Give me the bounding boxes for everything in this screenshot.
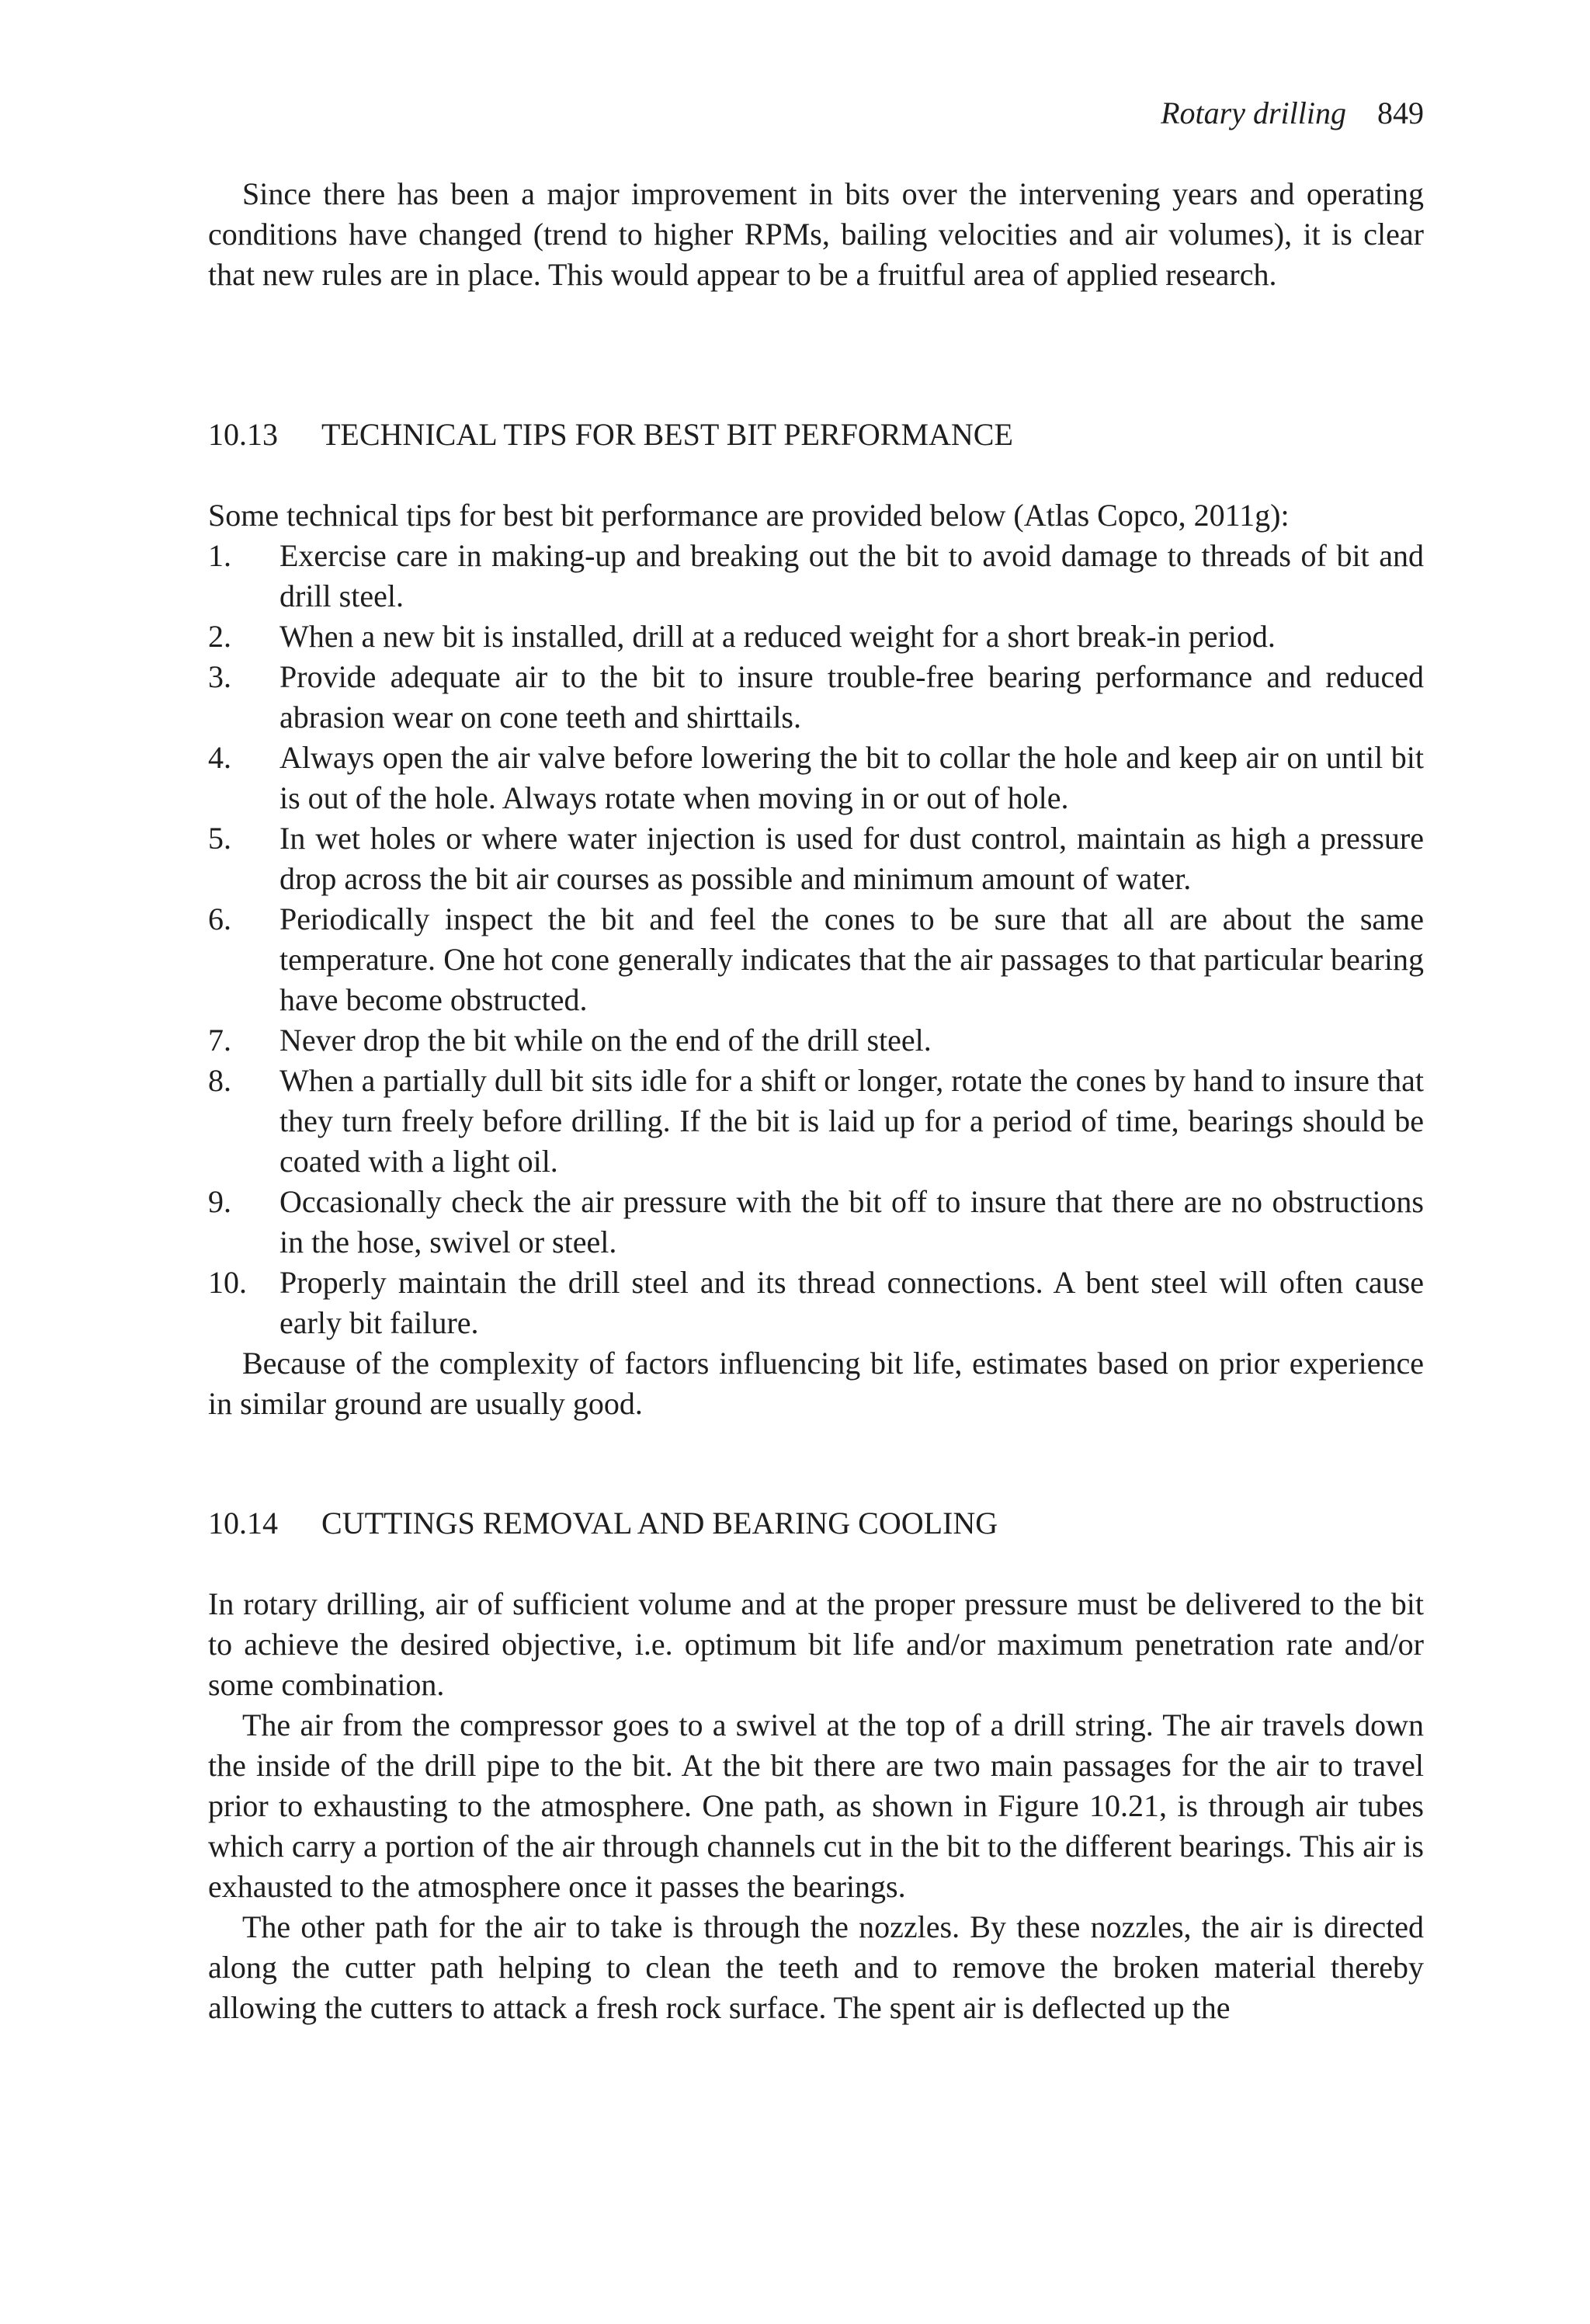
list-item-text: When a new bit is installed, drill at a reduced weight for a short break-in period.: [279, 619, 1276, 654]
list-marker: 1.: [208, 538, 231, 573]
list-item: [208, 657, 1424, 738]
list-marker: 6.: [208, 901, 231, 936]
list-item: [208, 536, 1424, 617]
page-number: 849: [1377, 96, 1424, 130]
list-item: [208, 818, 1424, 899]
running-head-title: Rotary drilling: [1161, 96, 1346, 130]
body-paragraph: In rotary drilling, air of sufficient volume and at the proper pressure must be delivered to the bit to achieve the desired objective, i.e. optimum bit life and/or maximum penetration rate and/or some combination.: [208, 1586, 1424, 1702]
section-body-10-14: [208, 1584, 1424, 2028]
list-marker: 3.: [208, 659, 231, 694]
list-item: [208, 617, 1424, 657]
list-marker: 8.: [208, 1063, 231, 1098]
section-heading-10-13: [208, 415, 1424, 455]
list-marker: 10.: [208, 1265, 247, 1300]
section-number: 10.13: [208, 417, 278, 452]
list-item: [208, 899, 1424, 1020]
list-item-text: Exercise care in making-up and breaking out the bit to avoid damage to threads of bit and drill steel.: [279, 538, 1424, 613]
list-item: [208, 738, 1424, 818]
list-item-text: When a partially dull bit sits idle for a shift or longer, rotate the cones by hand to insure that they turn freely before drilling. If the bit is laid up for a period of time, bearings should be coated with a light oil.: [279, 1063, 1424, 1179]
list-item: [208, 1263, 1424, 1343]
list-item-text: In wet holes or where water injection is used for dust control, maintain as high a pressure drop across the bit air courses as possible and minimum amount of water.: [279, 821, 1424, 896]
section-closing-paragraph: Because of the complexity of factors influencing bit life, estimates based on prior experience in similar ground are usually good.: [208, 1346, 1424, 1421]
section-number: 10.14: [208, 1506, 278, 1541]
tips-list: [208, 536, 1424, 1343]
section-heading-10-14: [208, 1503, 1424, 1544]
list-marker: 2.: [208, 619, 231, 654]
list-marker: 7.: [208, 1023, 231, 1058]
body-paragraph: The air from the compressor goes to a swivel at the top of a drill string. The air travels down the inside of the drill pipe to the bit. At the bit there are two main passages for the air to travel prior to exhausting to the atmosphere. One path, as shown in Figure 10.21, is through air tubes which carry a portion of the air through channels cut in the bit to the different bearings. This air is exhausted to the atmosphere once it passes the bearings.: [208, 1707, 1424, 1904]
list-item: [208, 1182, 1424, 1263]
section-title: TECHNICAL TIPS FOR BEST BIT PERFORMANCE: [321, 417, 1013, 452]
list-item-text: Properly maintain the drill steel and its thread connections. A bent steel will often cause early bit failure.: [279, 1265, 1424, 1340]
section-title: CUTTINGS REMOVAL AND BEARING COOLING: [321, 1506, 998, 1541]
running-head: [1161, 93, 1424, 134]
intro-paragraph: Since there has been a major improvement in bits over the intervening years and operating conditions have changed (trend to higher RPMs, bailing velocities and air volumes), it is clear that new rules are in place. This would appear to be a fruitful area of applied research.: [208, 176, 1424, 292]
section-body-10-13: [208, 495, 1424, 1424]
list-item: [208, 1061, 1424, 1182]
list-item: [208, 1020, 1424, 1061]
list-marker: 9.: [208, 1184, 231, 1219]
list-item-text: Occasionally check the air pressure with the bit off to insure that there are no obstructions in the hose, swivel or steel.: [279, 1184, 1424, 1259]
section-lead-paragraph: Some technical tips for best bit performance are provided below (Atlas Copco, 2011g):: [208, 498, 1290, 533]
list-item-text: Never drop the bit while on the end of the drill steel.: [279, 1023, 932, 1058]
body-paragraph: The other path for the air to take is through the nozzles. By these nozzles, the air is directed along the cutter path helping to clean the teeth and to remove the broken material thereby allowing the cutters to attack a fresh rock surface. The spent air is deflected up the: [208, 1909, 1424, 2025]
list-item-text: Always open the air valve before lowering the bit to collar the hole and keep air on until bit is out of the hole. Always rotate when moving in or out of hole.: [279, 740, 1424, 815]
list-marker: 4.: [208, 740, 231, 775]
list-item-text: Provide adequate air to the bit to insure trouble-free bearing performance and reduced abrasion wear on cone teeth and shirttails.: [279, 659, 1424, 735]
list-marker: 5.: [208, 821, 231, 856]
list-item-text: Periodically inspect the bit and feel the cones to be sure that all are about the same temperature. One hot cone generally indicates that the air passages to that particular bearing have become obstructed.: [279, 901, 1424, 1017]
